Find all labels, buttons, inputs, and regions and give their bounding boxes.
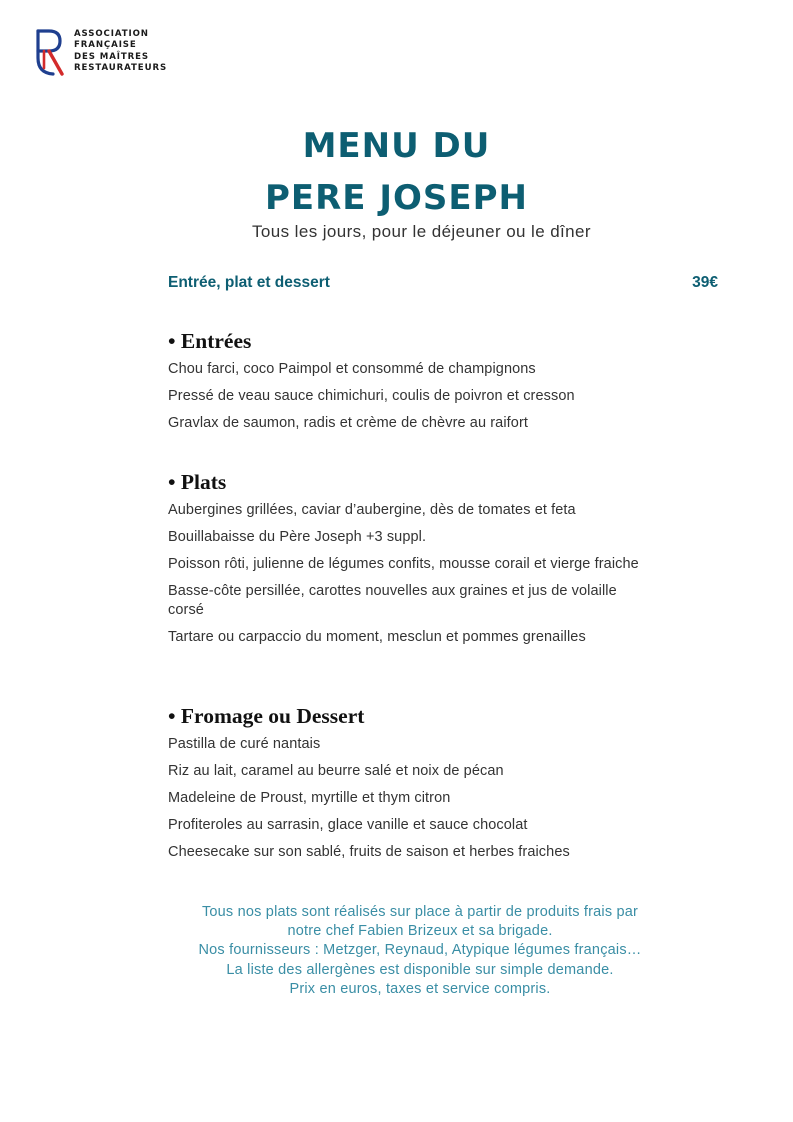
logo-line: RESTAURATEURS — [74, 62, 168, 73]
logo-line: ASSOCIATION — [74, 29, 149, 39]
section-fromage-dessert — [168, 703, 648, 870]
logo-line: FRANÇAISE — [74, 40, 137, 51]
menu-item: Tartare ou carpaccio du moment, mesclun et pommes grenailles — [168, 629, 586, 645]
logo-line: DES MAÎTRES — [74, 51, 150, 62]
menu-item: Pressé de veau sauce chimichuri, coulis de poivron et cresson — [168, 388, 575, 404]
section-plats — [168, 469, 648, 655]
footer-line: Nos fournisseurs : Metzger, Reynaud, Atypique légumes français… — [198, 942, 642, 959]
menu-subtitle: Tous les jours, pour le déjeuner ou le dîner — [252, 222, 591, 241]
logo-text — [74, 29, 167, 74]
menu-item: Cheesecake sur son sablé, fruits de saison et herbes fraiches — [168, 844, 570, 860]
maitres-restaurateurs-r-icon — [34, 28, 64, 76]
menu-title — [0, 120, 793, 224]
section-title: • Plats — [168, 470, 227, 494]
formula-row — [168, 274, 718, 292]
section-title: • Entrées — [168, 329, 252, 353]
menu-item: Pastilla de curé nantais — [168, 736, 321, 752]
menu-item: Basse-côte persillée, carottes nouvelles aux graines et jus de volaille corsé — [168, 583, 617, 618]
footer-line: Tous nos plats sont réalisés sur place à partir de produits frais par — [201, 904, 639, 920]
menu-item: Chou farci, coco Paimpol et consommé de champignons — [168, 361, 536, 377]
section-entrees — [168, 328, 648, 441]
footer-note — [140, 903, 700, 999]
section-title: • Fromage ou Dessert — [168, 704, 365, 728]
association-logo — [34, 28, 167, 76]
menu-item: Aubergines grillées, caviar d’aubergine, dès de tomates et feta — [168, 502, 576, 518]
menu-item: Profiteroles au sarrasin, glace vanille et sauce chocolat — [168, 817, 528, 833]
menu-title-line-2: PERE JOSEPH — [264, 178, 529, 218]
footer-line: notre chef Fabien Brizeux et sa brigade. — [287, 923, 553, 940]
menu-item: Riz au lait, caramel au beurre salé et noix de pécan — [168, 763, 504, 779]
footer-line: Prix en euros, taxes et service compris. — [289, 980, 551, 997]
formula-price: 39€ — [692, 274, 718, 291]
menu-item: Poisson rôti, julienne de légumes confits, mousse corail et vierge fraiche — [168, 556, 639, 572]
formula-label: Entrée, plat et dessert — [168, 274, 330, 291]
menu-item: Bouillabaisse du Père Joseph +3 suppl. — [168, 529, 427, 545]
menu-item: Gravlax de saumon, radis et crème de chèvre au raifort — [168, 415, 529, 431]
footer-line: La liste des allergènes est disponible sur simple demande. — [226, 961, 614, 978]
menu-item: Madeleine de Proust, myrtille et thym citron — [168, 790, 451, 806]
menu-title-line-1: MENU DU — [302, 126, 491, 166]
